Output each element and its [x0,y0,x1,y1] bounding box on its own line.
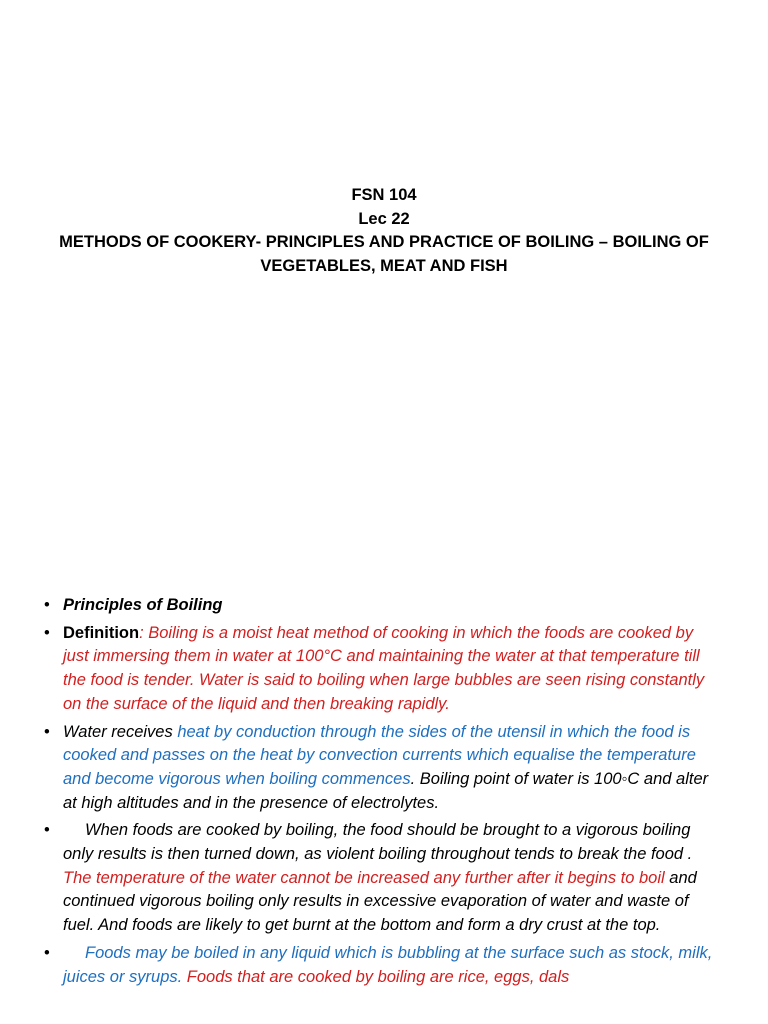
lecture-title-line-1: METHODS OF COOKERY- PRINCIPLES AND PRACTICE OF BOILING – BOILING OF [59,233,709,251]
definition-label: Definition [63,623,140,642]
bullet-dot: • [44,943,50,962]
bullet-principles [44,594,714,618]
heat-text-3: . Boiling point of water is 100◦C and alter at high altitudes and in the presence of electrolytes. [63,769,709,812]
definition-text: Boiling is a moist heat method of cooking in which the foods are cooked by just immersing them in water at 100°C and maintaining the water at that temperature till the food is tender. Water is said to boiling when large bubbles are seen rising constantly on the surface of the liquid and then breaking rapidly. [63,623,705,713]
liquids-text-1: Foods may be boiled in any liquid which is bubbling at the surface such as stock, milk, juices or syrups. [63,943,713,986]
bullet-dot: • [44,596,50,614]
bullet-boiling-practice [44,819,714,938]
bullet-liquids [44,942,714,989]
heat-text-2: heat by conduction through the sides of the utensil in which the food is cooked and passes on the heat by convection currents which equalise the temperature and become vigorous when boiling commences [63,722,696,788]
course-code: FSN 104 [351,186,417,204]
heat-text-1: Water receives [63,722,178,741]
practice-text-2: The temperature of the water cannot be increased any further after it begins to boil [63,868,665,887]
practice-text-3: and continued vigorous boiling only results in excessive evaporation of water and waste of fuel. And foods are likely to get burnt at the bottom and form a dry crust at the top. [63,868,697,935]
liquids-text-2: Foods that are cooked by boiling are rice, eggs, dals [182,967,570,986]
bullet-dot: • [44,623,50,642]
bullet-dot: • [44,821,50,840]
bullet-heat-transfer [44,721,714,816]
bullet-dot: • [44,722,50,741]
practice-text-1: When foods are cooked by boiling, the food should be brought to a vigorous boiling only results is then turned down, as violent boiling throughout tends to break the food . [63,821,693,864]
section-heading: Principles of Boiling [63,596,223,614]
lecture-title-line-2: VEGETABLES, MEAT AND FISH [260,256,508,275]
bullet-definition [44,622,714,717]
bullet-list [44,594,714,993]
document-title-block [0,184,768,278]
lecture-number: Lec 22 [358,209,410,228]
definition-separator: : [139,623,149,642]
